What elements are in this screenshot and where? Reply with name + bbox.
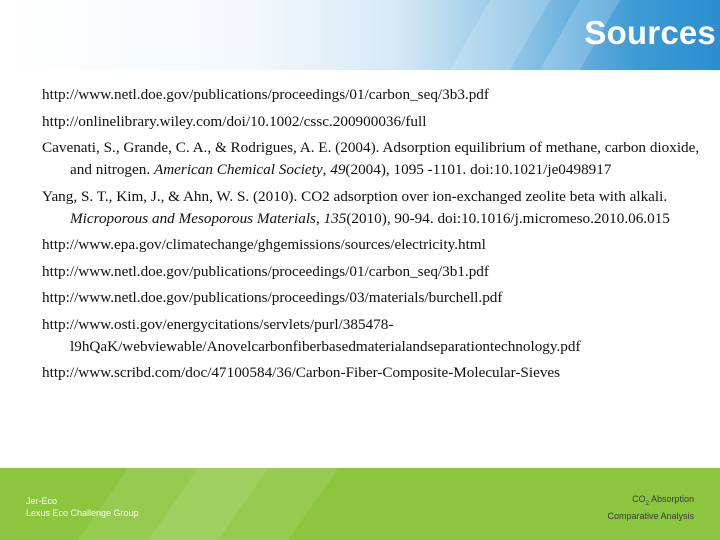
reference-text: , — [315, 209, 324, 227]
reference-text: Cavenati, S., Grande, C. A., & Rodrigues, A. E. (2004). Adsorption equilibrium of methane, carbon dioxide, and nitrogen. — [42, 139, 700, 178]
reference-italic-text: Microporous and Mesoporous Materials — [70, 209, 316, 227]
reference-text: (2004), 1095 -1101. doi:10.1021/je0498917 — [345, 161, 612, 178]
reference-text: , — [322, 161, 331, 178]
reference-item — [42, 314, 712, 358]
footer-topic-title: $CO_2$ Absorption — [632, 494, 694, 507]
reference-item — [42, 261, 712, 283]
reference-list — [42, 84, 712, 389]
header-banner — [0, 0, 720, 70]
reference-item — [42, 234, 712, 256]
reference-text: (2010), 90-94. doi:10.1016/j.micromeso.2010.06.015 — [346, 209, 670, 227]
reference-item — [42, 84, 712, 106]
reference-item — [42, 186, 712, 230]
reference-italic-text: 49 — [330, 161, 346, 178]
footer-org — [26, 495, 139, 519]
reference-item — [42, 362, 712, 384]
reference-text: http://www.epa.gov/climatechange/ghgemissions/sources/electricity.html — [42, 236, 486, 253]
reference-text: http://www.osti.gov/energycitations/servlets/purl/385478-l9hQaK/webviewable/Anovelcarbonfiberbasedmaterialandseparationtechnology.pdf — [42, 315, 581, 355]
reference-text: Yang, S. T., Kim, J., & Ahn, W. S. (2010). CO2 adsorption over ion-exchanged zeolite beta with alkali. — [42, 187, 668, 205]
reference-italic-text: 135 — [323, 209, 347, 227]
reference-item — [42, 137, 712, 181]
reference-text: http://www.scribd.com/doc/47100584/36/Carbon-Fiber-Composite-Molecular-Sieves — [42, 364, 561, 381]
reference-text: http://onlinelibrary.wiley.com/doi/10.1002/cssc.200900036/full — [42, 112, 427, 130]
reference-text: http://www.netl.doe.gov/publications/proceedings/01/carbon_seq/3b3.pdf — [42, 86, 489, 103]
reference-text: http://www.netl.doe.gov/publications/proceedings/03/materials/burchell.pdf — [42, 289, 503, 306]
reference-item — [42, 287, 712, 309]
footer-topic — [607, 493, 694, 522]
page-title: Sources — [584, 14, 716, 51]
footer-org-name: Jer-Eco — [26, 496, 58, 506]
reference-italic-text: American Chemical Society — [153, 161, 323, 178]
footer-group-name: Lexus Eco Challenge Group — [26, 508, 139, 518]
footer-topic-subtitle: Comparative Analysis — [607, 510, 694, 521]
reference-text: http://www.netl.doe.gov/publications/proceedings/01/carbon_seq/3b1.pdf — [42, 262, 489, 280]
header-stripe — [450, 0, 550, 70]
reference-item — [42, 111, 712, 133]
